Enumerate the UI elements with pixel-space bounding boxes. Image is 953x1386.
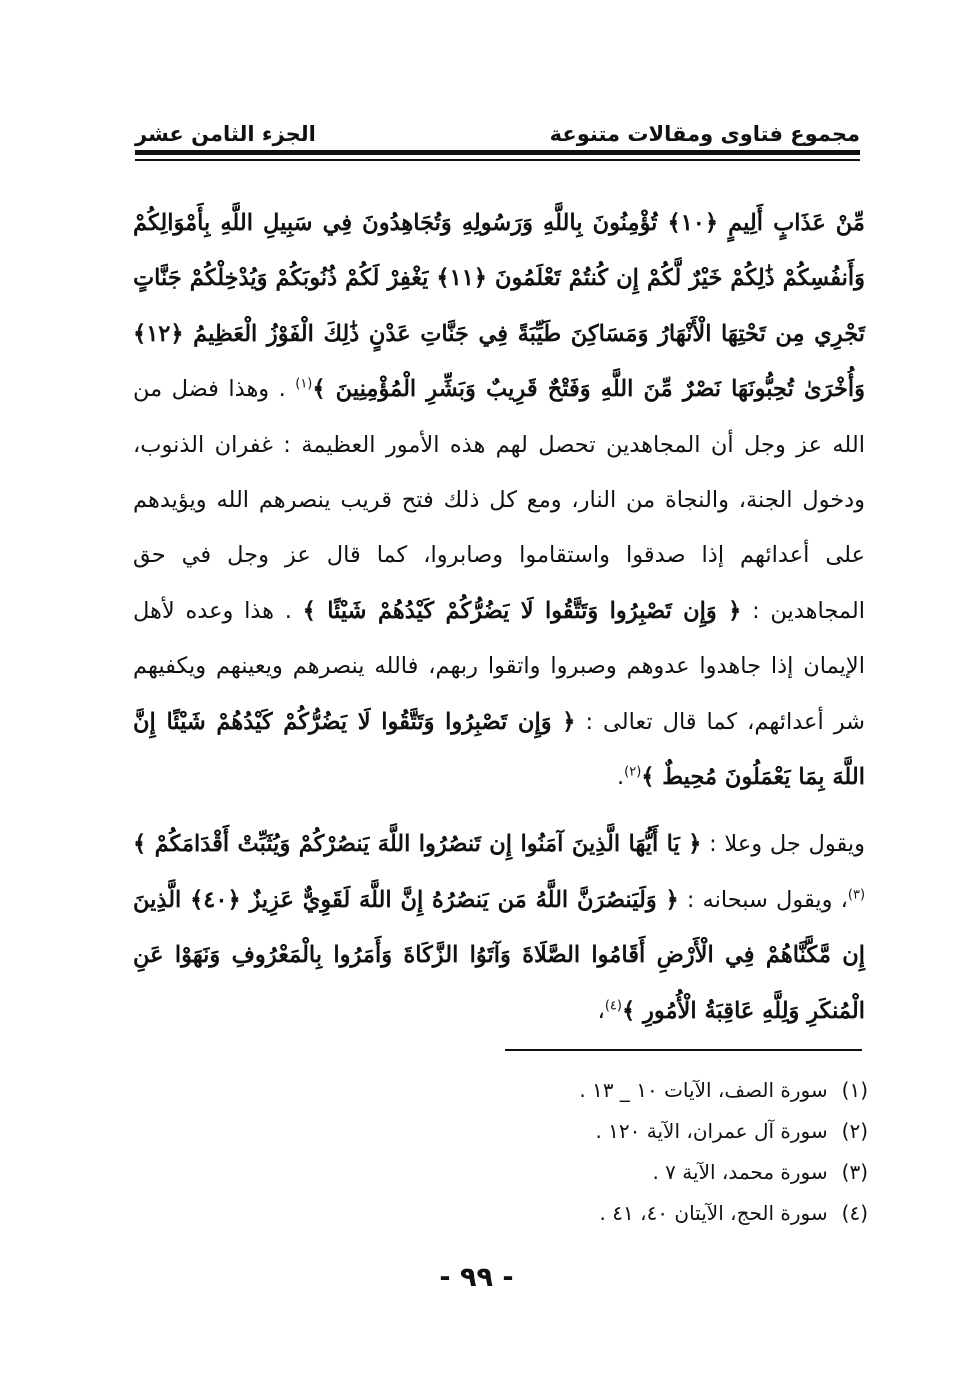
paragraph-1 xyxy=(133,196,865,805)
footnote xyxy=(448,1111,868,1152)
main-text xyxy=(133,196,865,1039)
footnote-text: سورة الصف، الآيات ١٠ _ ١٣ . xyxy=(579,1078,828,1102)
paragraph-text: ويقول جل وعلا : xyxy=(709,831,866,858)
footnote-number: (١) xyxy=(841,1078,868,1102)
paragraph-punctuation: . xyxy=(616,764,625,791)
footnote-separator xyxy=(505,1049,862,1051)
book-title: مجموع فتاوى ومقالات متنوعة xyxy=(549,122,860,146)
footnote-ref: (٢) xyxy=(624,764,642,780)
running-header xyxy=(135,120,860,150)
paragraph-text: ، ويقول سبحانه : xyxy=(686,886,848,913)
footnote-ref: (١) xyxy=(295,376,313,392)
quran-verse: ﴿ وَإِن تَصْبِرُوا وَتَتَّقُوا لَا يَضُرُّكُمْ كَيْدُهُمْ شَيْئًا ﴾ xyxy=(302,597,742,624)
header-rule-thin xyxy=(135,159,860,161)
paragraph-punctuation: ، xyxy=(597,997,605,1024)
paragraph-text: . هذا وعده لأهل الإيمان إذا جاهدوا عدوهم وصبروا واتقوا ربهم، فالله ينصرهم ويعينهم ويكفيهم شر أعدائهم، كما قال تعالى : xyxy=(133,597,865,735)
paragraph-2 xyxy=(133,817,865,1039)
quran-verse: ﴿ وَإِن تَصْبِرُوا وَتَتَّقُوا لَا يَضُرُّكُمْ كَيْدُهُمْ شَيْئًا إِنَّ اللَّهَ بِمَا يَعْمَلُونَ مُحِيطٌ ﴾ xyxy=(133,708,865,791)
header-rule-thick xyxy=(135,150,860,155)
footnote-text: سورة الحج، الآيتان ٤٠، ٤١ . xyxy=(599,1201,828,1225)
page-number: - ٩٩ - xyxy=(439,1262,514,1293)
footnote xyxy=(448,1070,868,1111)
quran-verse: ﴿ يَا أَيُّهَا الَّذِينَ آمَنُوا إِن تَنصُرُوا اللَّهَ يَنصُرْكُمْ وَيُثَبِّتْ أَقْدَامَكُمْ ﴾ xyxy=(133,831,702,858)
footnotes xyxy=(448,1070,868,1234)
footnote-number: (٤) xyxy=(841,1201,868,1225)
footnote-text: سورة آل عمران، الآية ١٢٠ . xyxy=(595,1119,828,1143)
footnote-text: سورة محمد، الآية ٧ . xyxy=(652,1160,828,1184)
footnote-number: (٣) xyxy=(841,1160,868,1184)
footnote xyxy=(448,1193,868,1234)
footnote-number: (٢) xyxy=(841,1119,868,1143)
quran-verse: ﴿ وَلَيَنصُرَنَّ اللَّهُ مَن يَنصُرُهُ إِنَّ اللَّهَ لَقَوِيٌّ عَزِيزٌ ﴿٤٠﴾ الَّذِينَ إِن مَّكَّنَّاهُمْ فِي الْأَرْضِ أَقَامُوا الصَّلَاةَ وَآتَوُا الزَّكَاةَ وَأَمَرُوا بِالْمَعْرُوفِ وَنَهَوْا عَنِ الْمُنكَرِ وَلِلَّهِ عَاقِبَةُ الْأُمُورِ ﴾ xyxy=(133,886,865,1024)
footnote xyxy=(448,1152,868,1193)
quran-verse: مِّنْ عَذَابٍ أَلِيمٍ ﴿١٠﴾ تُؤْمِنُونَ بِاللَّهِ وَرَسُولِهِ وَتُجَاهِدُونَ فِي سَبِيلِ اللَّهِ بِأَمْوَالِكُمْ وَأَنفُسِكُمْ ذَٰلِكُمْ خَيْرٌ لَّكُمْ إِن كُنتُمْ تَعْلَمُونَ ﴿١١﴾ يَغْفِرْ لَكُمْ ذُنُوبَكُمْ وَيُدْخِلْكُمْ جَنَّاتٍ تَجْرِي مِن تَحْتِهَا الْأَنْهَارُ وَمَسَاكِنَ طَيِّبَةً فِي جَنَّاتِ عَدْنٍ ذَٰلِكَ الْفَوْزُ الْعَظِيمُ ﴿١٢﴾ وَأُخْرَىٰ تُحِبُّونَهَا نَصْرٌ مِّنَ اللَّهِ وَفَتْحٌ قَرِيبٌ وَبَشِّرِ الْمُؤْمِنِينَ ﴾ xyxy=(133,210,866,403)
footnote-ref: (٤) xyxy=(604,998,622,1014)
volume-label: الجزء الثامن عشر xyxy=(135,122,316,146)
footnote-ref: (٣) xyxy=(847,887,866,903)
paragraph-text: . وهذا فضل من الله عز وجل أن المجاهدين تحصل لهم هذه الأمور العظيمة : غفران الذنوب، ودخول الجنة، والنجاة من النار، ومع كل ذلك فتح قريب ينصرهم الله ويؤيدهم على أعدائهم إذا صدقوا واستقاموا وصابروا، كما قال عز وجل في حق المجاهدين : xyxy=(133,376,865,624)
